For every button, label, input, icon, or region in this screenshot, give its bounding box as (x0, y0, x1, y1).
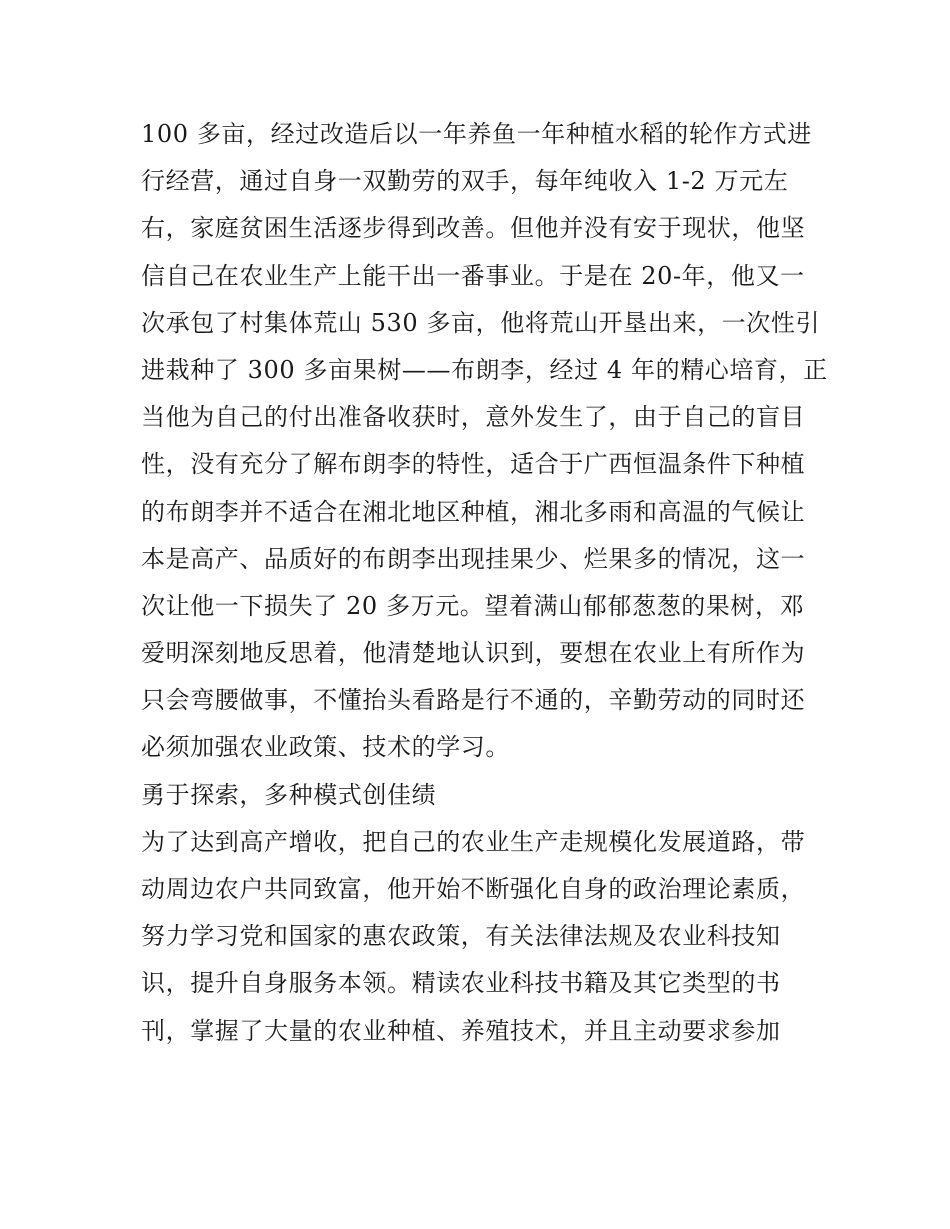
text-line: 的布朗李并不适合在湘北地区种植，湘北多雨和高温的气候让 (141, 497, 806, 526)
text-line: 为了达到高产增收，把自己的农业生产走规模化发展道路，带 (141, 827, 806, 856)
text-line: 只会弯腰做事，不懂抬头看路是行不通的，辛勤劳动的同时还 (141, 686, 806, 715)
text-line: 当他为自己的付出准备收获时，意外发生了，由于自己的盲目 (141, 403, 806, 432)
text-line: 爱明深刻地反思着，他清楚地认识到，要想在农业上有所作为 (141, 639, 806, 668)
text-line: 刊，掌握了大量的农业种植、养殖技术，并且主动要求参加 (141, 1016, 781, 1045)
text-line: 次让他一下损失了 20 多万元。望着满山郁郁葱葱的果树，邓 (141, 591, 805, 620)
text-line: 行经营，通过自身一双勤劳的双手，每年纯收入 1-2 万元左 (141, 167, 789, 196)
text-line: 识，提升自身服务本领。精读农业科技书籍及其它类型的书 (141, 969, 781, 998)
section-heading: 勇于探索，多种模式创佳绩 (141, 780, 437, 809)
text-line: 必须加强农业政策、技术的学习。 (141, 733, 510, 762)
text-line: 进栽种了 300 多亩果树——布朗李，经过 4 年的精心培育，正 (141, 355, 828, 384)
text-line: 性，没有充分了解布朗李的特性，适合于广西恒温条件下种植 (141, 450, 806, 479)
text-line: 100 多亩，经过改造后以一年养鱼一年种植水稻的轮作方式进 (141, 120, 812, 148)
text-line: 动周边农户共同致富，他开始不断强化自身的政治理论素质， (141, 875, 806, 903)
text-line: 本是高产、品质好的布朗李出现挂果少、烂果多的情况，这一 (141, 544, 806, 573)
text-line: 努力学习党和国家的惠农政策，有关法律法规及农业科技知 (141, 922, 781, 951)
text-line: 信自己在农业生产上能干出一番事业。于是在 20-年，他又一 (141, 261, 805, 290)
body-text (141, 111, 828, 1055)
text-line: 右，家庭贫困生活逐步得到改善。但他并没有安于现状，他坚 (141, 214, 806, 243)
text-line: 次承包了村集体荒山 530 多亩，他将荒山开垦出来，一次性引 (141, 308, 821, 337)
